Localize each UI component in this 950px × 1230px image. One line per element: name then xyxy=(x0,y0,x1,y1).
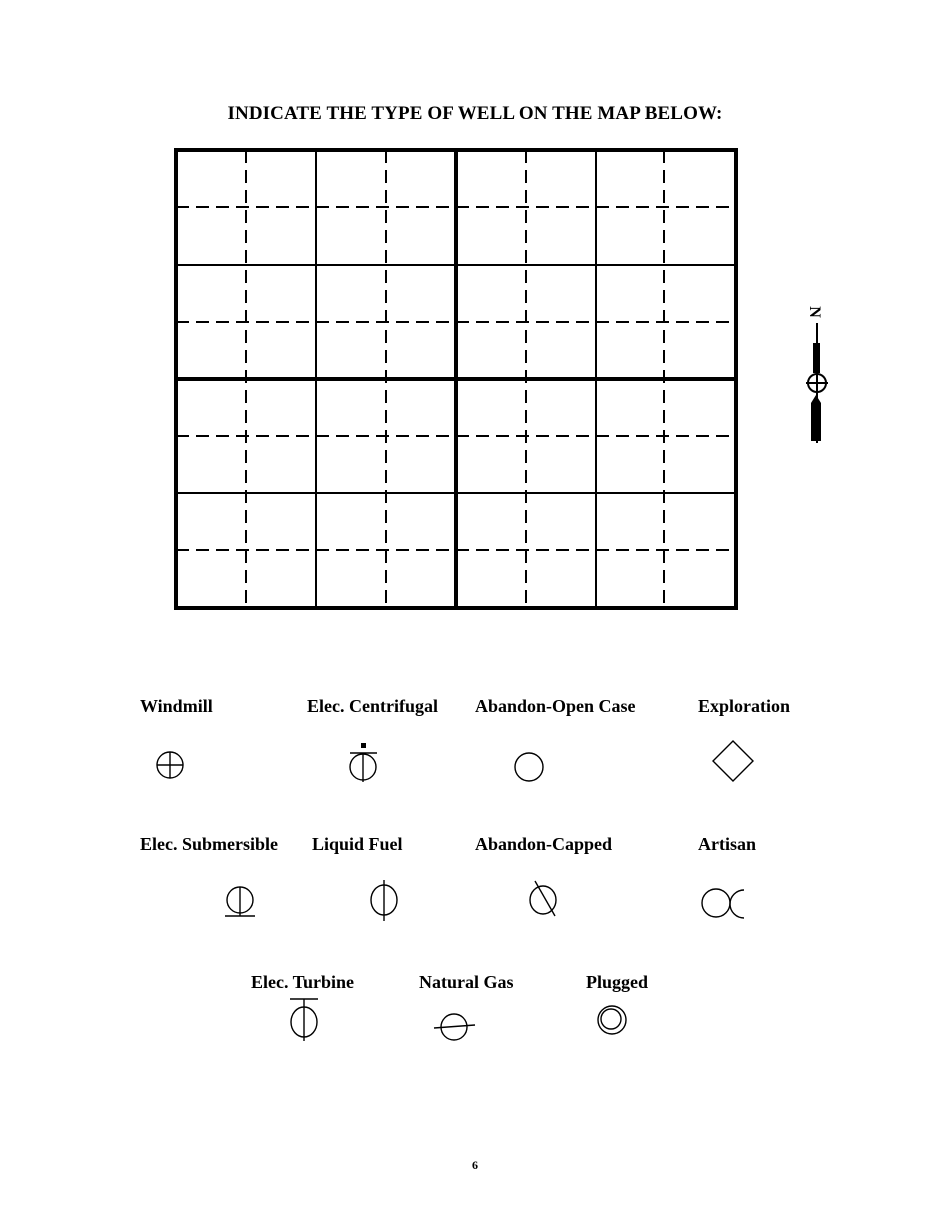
windmill-well-icon xyxy=(155,750,187,782)
section-map-grid[interactable] xyxy=(170,146,742,614)
legend-label-liquid-fuel: Liquid Fuel xyxy=(312,834,403,854)
legend-label-abandon-open-case: Abandon-Open Case xyxy=(475,696,636,716)
legend-label-elec-centrifugal: Elec. Centrifugal xyxy=(307,696,438,716)
natural-gas-well-icon xyxy=(432,1011,478,1043)
artisan-well-icon xyxy=(700,886,750,922)
abandon-open-case-well-icon xyxy=(513,751,547,783)
page-number: 6 xyxy=(472,1158,478,1172)
elec-turbine-well-icon xyxy=(287,996,323,1044)
plugged-well-icon xyxy=(594,1000,632,1040)
north-arrow-icon xyxy=(800,303,836,448)
legend-label-elec-submersible: Elec. Submersible xyxy=(140,834,278,854)
legend-label-abandon-capped: Abandon-Capped xyxy=(475,834,613,854)
abandon-capped-well-icon xyxy=(526,878,562,920)
page-title: INDICATE THE TYPE OF WELL ON THE MAP BELOW: xyxy=(227,103,723,124)
legend-label-artisan: Artisan xyxy=(698,834,756,854)
legend-label-windmill: Windmill xyxy=(140,696,213,716)
north-arrow xyxy=(800,303,836,453)
north-label: N xyxy=(805,306,823,318)
elec-centrifugal-well-icon xyxy=(345,742,381,786)
legend-label-plugged: Plugged xyxy=(586,972,649,992)
exploration-well-icon xyxy=(711,739,757,785)
liquid-fuel-well-icon xyxy=(368,878,402,924)
elec-submersible-well-icon xyxy=(222,884,258,920)
legend-label-natural-gas: Natural Gas xyxy=(419,972,514,992)
legend-label-exploration: Exploration xyxy=(698,696,791,716)
legend-label-elec-turbine: Elec. Turbine xyxy=(251,972,355,992)
